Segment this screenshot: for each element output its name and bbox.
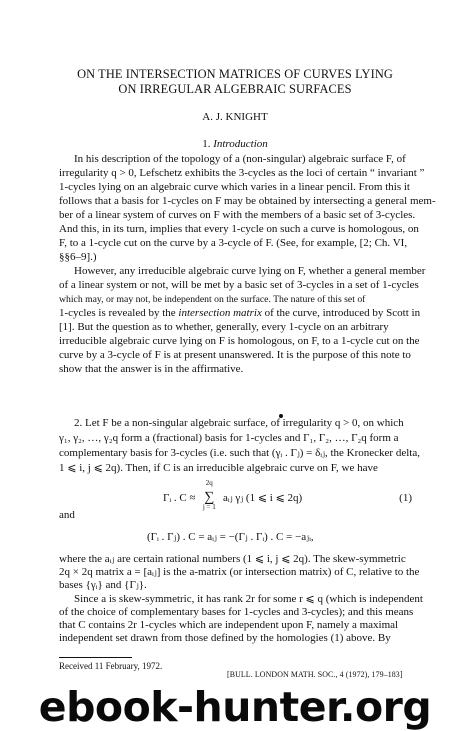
emphasized-term: intersection matrix xyxy=(178,307,262,319)
para2-line: irreducible algebraic curve lying on F is homologous, on F, to a 1-cycle cut on the xyxy=(59,335,420,347)
para2-line: However, any irreducible algebraic curve lying on F, whether a general member xyxy=(74,265,426,277)
summation xyxy=(200,479,218,511)
watermark-text: ebook-hunter.org xyxy=(38,683,432,731)
after-line: where the aᵢⱼ are certain rational numbers (1 ⩽ i, j ⩽ 2q). The skew-symmetric xyxy=(59,553,406,565)
equation-1 xyxy=(163,479,303,511)
para2-line: [1]. But the question as to whether, generally, every 1-cycle on an arbitrary xyxy=(59,321,389,333)
intro-line: F, to a 1-cycle cut on the curve by a 3-cycle of F. (See, for example, [2; Ch. VI, xyxy=(59,237,408,249)
journal-citation: [BULL. LONDON MATH. SOC., 4 (1972), 179–183] xyxy=(227,670,403,679)
eq1-lhs: Γᵢ . C ≈ xyxy=(163,492,196,504)
title-line-2: ON IRREGULAR ALGEBRAIC SURFACES xyxy=(118,82,352,96)
sec2-line: 2. Let F be a non-singular algebraic surface, of irregularity q > 0, on which xyxy=(74,417,404,429)
after-line: Since a is skew-symmetric, it has rank 2r for some r ⩽ q (which is independent xyxy=(74,593,423,605)
para2-small-line: which may, or may not, be independent on the surface. The nature of this set of xyxy=(59,294,366,305)
footnote-rule xyxy=(59,657,132,658)
sum-upper-limit: 2q xyxy=(205,479,213,487)
after-line: of the choice of complementary bases for 1-cycles and 3-cycles); and this means xyxy=(59,606,414,618)
section-title: Introduction xyxy=(213,138,268,150)
equation-2: (Γᵢ . Γⱼ) . C = aᵢⱼ = −(Γⱼ . Γᵢ) . C = −aⱼᵢ, xyxy=(147,531,314,543)
eq1-rhs: aᵢⱼ γⱼ (1 ⩽ i ⩽ 2q) xyxy=(223,492,303,504)
sigma-symbol: ∑ xyxy=(204,490,215,505)
sec2-line: γ₁, γ₂, …, γ₂q form a (fractional) basis for 1-cycles and Γ₁, Γ₂, …, Γ₂q form a xyxy=(59,432,399,444)
after-line: bases {γᵢ} and {Γⱼ}. xyxy=(59,579,147,591)
intro-line: ber of a linear system of curves on F with the members of a basic set of 3-cycles. xyxy=(59,209,416,221)
title-line-1: ON THE INTERSECTION MATRICES OF CURVES LYING xyxy=(77,67,393,81)
intro-line: §§6–9].) xyxy=(59,251,97,263)
para2-line: of a linear system or not, will be met by a basic set of 3-cycles in a set of 1-cycles xyxy=(59,279,419,291)
intro-line: irregularity q > 0, Lefschetz exhibits the 3-cycles as the loci of certain “ invariant ” xyxy=(59,167,425,179)
para2-line: show that the answer is in the affirmative. xyxy=(59,363,244,375)
intro-line: And this, in its turn, implies that every 1-cycle on such a curve is homologous, on xyxy=(59,223,419,235)
sum-lower-limit: j = 1 xyxy=(202,503,216,511)
after-line: that C contains 2r 1-cycles which are independent upon F, namely a maximal xyxy=(59,619,399,631)
equation-number: (1) xyxy=(399,492,412,504)
intro-line: 1-cycles lying on an algebraic curve which varies in a linear pencil. From this it xyxy=(59,181,410,193)
section-number: 1. xyxy=(202,138,214,150)
after-line: independent set drawn from those defined by the homologies (1) above. By xyxy=(59,632,391,644)
after-line: 2q × 2q matrix a = [aᵢⱼ] is the a-matrix (or intersection matrix) of C, relative to the xyxy=(59,566,420,578)
paper-title xyxy=(20,67,450,97)
sec2-line: 1 ⩽ i, j ⩽ 2q). Then, if C is an irreducible algebraic curve on F, we have xyxy=(59,462,378,474)
intro-line: In his description of the topology of a (non-singular) algebraic surface F, of xyxy=(74,153,406,165)
received-date: Received 11 February, 1972. xyxy=(59,661,163,671)
author: A. J. KNIGHT xyxy=(202,111,268,123)
para2-line: 1-cycles is revealed by the intersection matrix of the curve, introduced by Scott in xyxy=(59,307,421,319)
section-heading-introduction xyxy=(0,138,470,150)
sec2-line: complementary basis for 3-cycles (i.e. such that (γᵢ . Γⱼ) = δᵢⱼ, the Kronecker delta, xyxy=(59,447,420,459)
para2-line: curve by a 3-cycle of F is at present unanswered. It is the purpose of this note to xyxy=(59,349,411,361)
intro-line: follows that a basis for 1-cycles on F may be obtained by intersecting a general mem- xyxy=(59,195,436,207)
and-word: and xyxy=(59,509,75,521)
